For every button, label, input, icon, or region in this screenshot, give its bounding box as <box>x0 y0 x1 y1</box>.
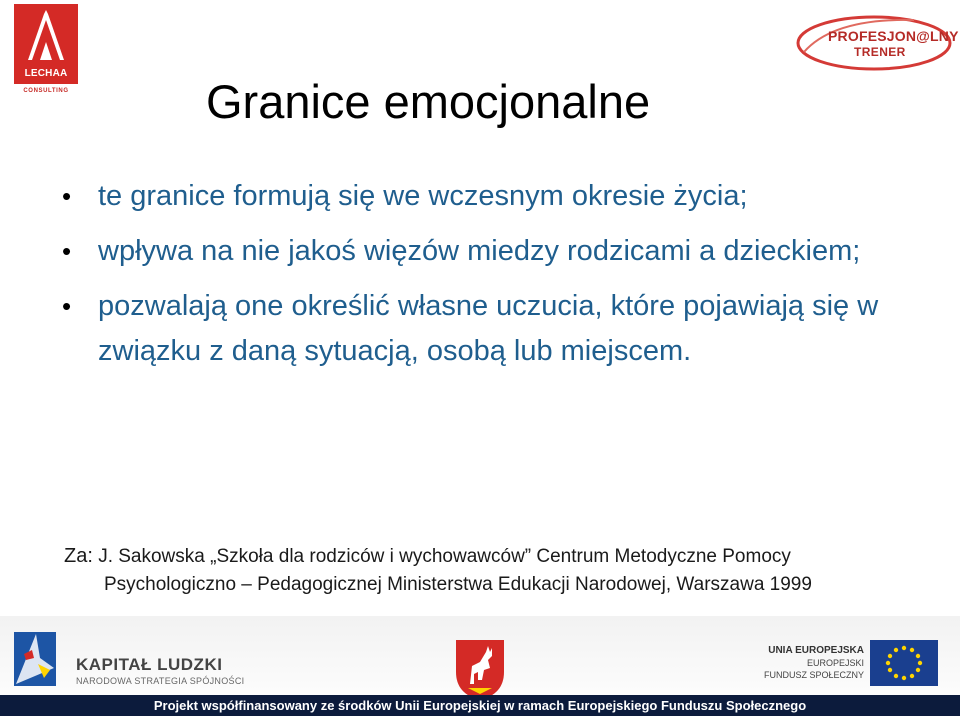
kapital-ludzki-icon <box>10 628 60 690</box>
slide-title: Granice emocjonalne <box>206 75 651 128</box>
citation-text-1: J. Sakowska „Szkoła dla rodziców i wychowawców” Centrum Metodyczne Pomocy <box>98 546 791 567</box>
eu-line3: FUNDUSZ SPOŁECZNY <box>763 670 864 680</box>
funding-text: Projekt współfinansowany ze środków Unii Europejskiej w ramach Europejskiego Funduszu Społecznego <box>153 698 807 713</box>
lubelskie-crest <box>450 636 510 702</box>
kapital-ludzki-logo <box>10 628 60 690</box>
lechaa-logo-name: LECHAA <box>24 68 68 79</box>
eu-text <box>752 644 864 681</box>
tower-icon <box>14 4 78 68</box>
bullet-item <box>62 229 902 274</box>
bullet-text: wpływa na nie jakoś więzów miedzy rodzicami a dzieckiem; <box>98 235 861 267</box>
bullet-list <box>62 174 902 384</box>
bullet-dot-icon: • <box>62 236 72 266</box>
bullet-item <box>62 284 902 374</box>
kapital-ludzki-title: KAPITAŁ LUDZKI <box>76 655 223 674</box>
citation-line1 <box>64 542 954 571</box>
profesjonalny-trener-logo <box>794 12 959 74</box>
citation-prefix: Za: <box>64 545 93 567</box>
bullet-dot-icon: • <box>62 291 72 321</box>
eu-line1: UNIA EUROPEJSKA <box>768 645 864 656</box>
eu-flag-icon <box>870 640 938 686</box>
funding-bar <box>0 695 960 716</box>
bullet-text: pozwalają one określić własne uczucia, które pojawiają się w związku z daną sytuacją, osobą lub miejscem. <box>98 290 879 367</box>
citation-line2: Psychologiczno – Pedagogicznej Ministerstwa Edukacji Narodowej, Warszawa 1999 <box>104 574 812 595</box>
kapital-ludzki-subtitle: NARODOWA STRATEGIA SPÓJNOŚCI <box>76 676 245 686</box>
bullet-text: te granice formują się we wczesnym okresie życia; <box>98 180 748 212</box>
trener-logo-line2: TRENER <box>854 45 906 59</box>
bullet-dot-icon: • <box>62 181 72 211</box>
citation <box>64 542 954 599</box>
deer-crest-icon <box>450 636 510 702</box>
bullet-item <box>62 174 902 219</box>
lechaa-logo <box>14 4 78 92</box>
eu-line2: EUROPEJSKI <box>806 658 864 668</box>
trener-logo-line1: PROFESJON@LNY <box>828 28 959 44</box>
lechaa-logo-subtitle: CONSULTING <box>23 88 69 94</box>
